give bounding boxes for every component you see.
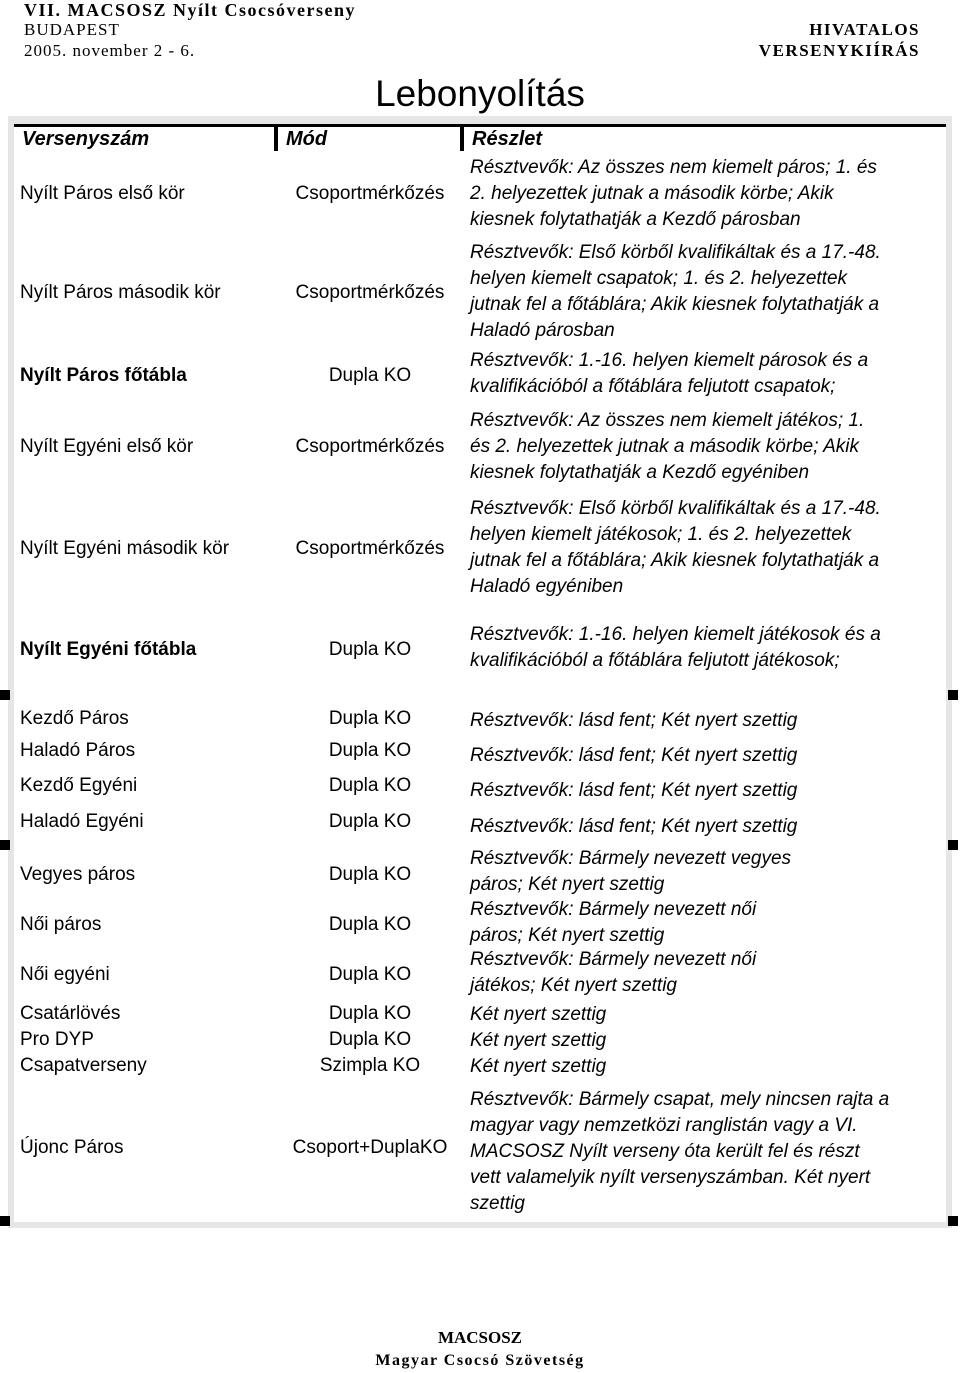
official-label: HIVATALOS [809, 20, 920, 39]
event-detail: Két nyert szettig [470, 1056, 607, 1077]
event-name: Női egyéni [20, 964, 110, 985]
event-detail: Résztvevők: lásd fent; Két nyert szettig [470, 745, 798, 766]
event-mode: Csoportmérkőzés [295, 436, 445, 457]
announcement-label: VERSENYKIÍRÁS [758, 41, 920, 60]
table-separator-marker [0, 690, 10, 700]
event-name: Pro DYP [20, 1029, 94, 1050]
event-mode: Dupla KO [328, 864, 412, 885]
table-separator-marker [948, 690, 958, 700]
table-separator-marker [948, 1216, 958, 1226]
column-header-row [14, 124, 946, 151]
event-name: Nyílt Páros főtábla [20, 365, 187, 386]
column-header-event: Versenyszám [14, 124, 274, 151]
event-mode: Dupla KO [328, 1003, 412, 1024]
footer-org-full: Magyar Csocsó Szövetség [375, 1352, 585, 1369]
event-title: VII. MACSOSZ Nyílt Csocsóverseny [24, 0, 357, 20]
event-detail: Két nyert szettig [470, 1030, 607, 1051]
event-detail: Résztvevők: Bármely nevezett női páros; Két nyert szettig [470, 899, 757, 946]
table-separator-marker [0, 840, 10, 850]
event-mode: Dupla KO [328, 639, 412, 660]
event-mode: Dupla KO [328, 775, 412, 796]
event-detail: Résztvevők: Bármely csapat, mely nincsen rajta a magyar vagy nemzetközi ranglistán vagy a VI. MACSOSZ Nyílt verseny óta került fel és részt vett valamelyik nyílt versenyszámban. Két nyert szettig [470, 1089, 890, 1214]
event-name: Haladó Egyéni [20, 811, 144, 832]
table-separator-marker [0, 1216, 10, 1226]
event-name: Nyílt Páros első kör [20, 183, 185, 204]
event-mode: Csoport+DuplaKO [292, 1137, 448, 1158]
footer-org: MACSOSZ [437, 1328, 523, 1347]
event-detail: Résztvevők: 1.-16. helyen kiemelt párosok és a kvalifikációból a főtáblára feljutott csapatok; [470, 350, 869, 397]
event-name: Csatárlövés [20, 1003, 121, 1024]
event-name: Nyílt Egyéni első kör [20, 436, 194, 457]
event-mode: Csoportmérkőzés [295, 183, 445, 204]
table-separator-marker [948, 840, 958, 850]
event-name: Újonc Páros [20, 1137, 124, 1158]
page-title: Lebonyolítás [375, 73, 585, 114]
event-mode: Dupla KO [328, 914, 412, 935]
event-name: Nyílt Páros második kör [20, 282, 221, 303]
event-detail: Résztvevők: lásd fent; Két nyert szettig [470, 710, 798, 731]
event-detail: Résztvevők: Bármely nevezett vegyes páros; Két nyert szettig [470, 848, 792, 895]
event-detail: Résztvevők: Bármely nevezett női játékos; Két nyert szettig [470, 949, 757, 996]
event-city: BUDAPEST [24, 20, 120, 39]
event-mode: Szimpla KO [319, 1055, 421, 1076]
event-name: Csapatverseny [20, 1055, 147, 1076]
event-detail: Résztvevők: Az összes nem kiemelt játékos; 1. és 2. helyezettek jutnak a második körbe; Akik kiesnek folytathatják a Kezdő egyéniben [470, 410, 865, 483]
event-mode: Dupla KO [328, 964, 412, 985]
event-mode: Csoportmérkőzés [295, 282, 445, 303]
event-detail: Résztvevők: lásd fent; Két nyert szettig [470, 816, 798, 837]
event-detail: Résztvevők: Az összes nem kiemelt páros; 1. és 2. helyezettek jutnak a második körbe; Akik kiesnek folytathatják a Kezdő párosban [470, 157, 877, 230]
event-detail: Résztvevők: Első körből kvalifikáltak és a 17.-48. helyen kiemelt játékosok; 1. és 2. helyezettek jutnak fel a főtáblára; Akik kiesnek folytathatják a Haladó egyéniben [470, 498, 881, 597]
event-detail: Két nyert szettig [470, 1004, 607, 1025]
column-header-mode: Mód [274, 124, 460, 151]
event-mode: Dupla KO [328, 708, 412, 729]
column-header-detail: Részlet [460, 124, 946, 151]
event-mode: Csoportmérkőzés [295, 538, 445, 559]
event-dates: 2005. november 2 - 6. [24, 41, 196, 60]
event-detail: Résztvevők: 1.-16. helyen kiemelt játékosok és a kvalifikációból a főtáblára feljutott játékosok; [470, 624, 881, 671]
event-name: Vegyes páros [20, 864, 136, 885]
event-name: Kezdő Páros [20, 708, 129, 729]
event-name: Kezdő Egyéni [20, 775, 138, 796]
event-name: Női páros [20, 914, 102, 935]
event-mode: Dupla KO [328, 365, 412, 386]
event-mode: Dupla KO [328, 1029, 412, 1050]
event-detail: Résztvevők: Első körből kvalifikáltak és a 17.-48. helyen kiemelt csapatok; 1. és 2. helyezettek jutnak fel a főtáblára; Akik kiesnek folytathatják a Haladó párosban [470, 242, 881, 341]
event-name: Haladó Páros [20, 740, 136, 761]
event-mode: Dupla KO [328, 811, 412, 832]
event-detail: Résztvevők: lásd fent; Két nyert szettig [470, 780, 798, 801]
event-name: Nyílt Egyéni második kör [20, 538, 230, 559]
event-name: Nyílt Egyéni főtábla [20, 639, 197, 660]
event-mode: Dupla KO [328, 740, 412, 761]
